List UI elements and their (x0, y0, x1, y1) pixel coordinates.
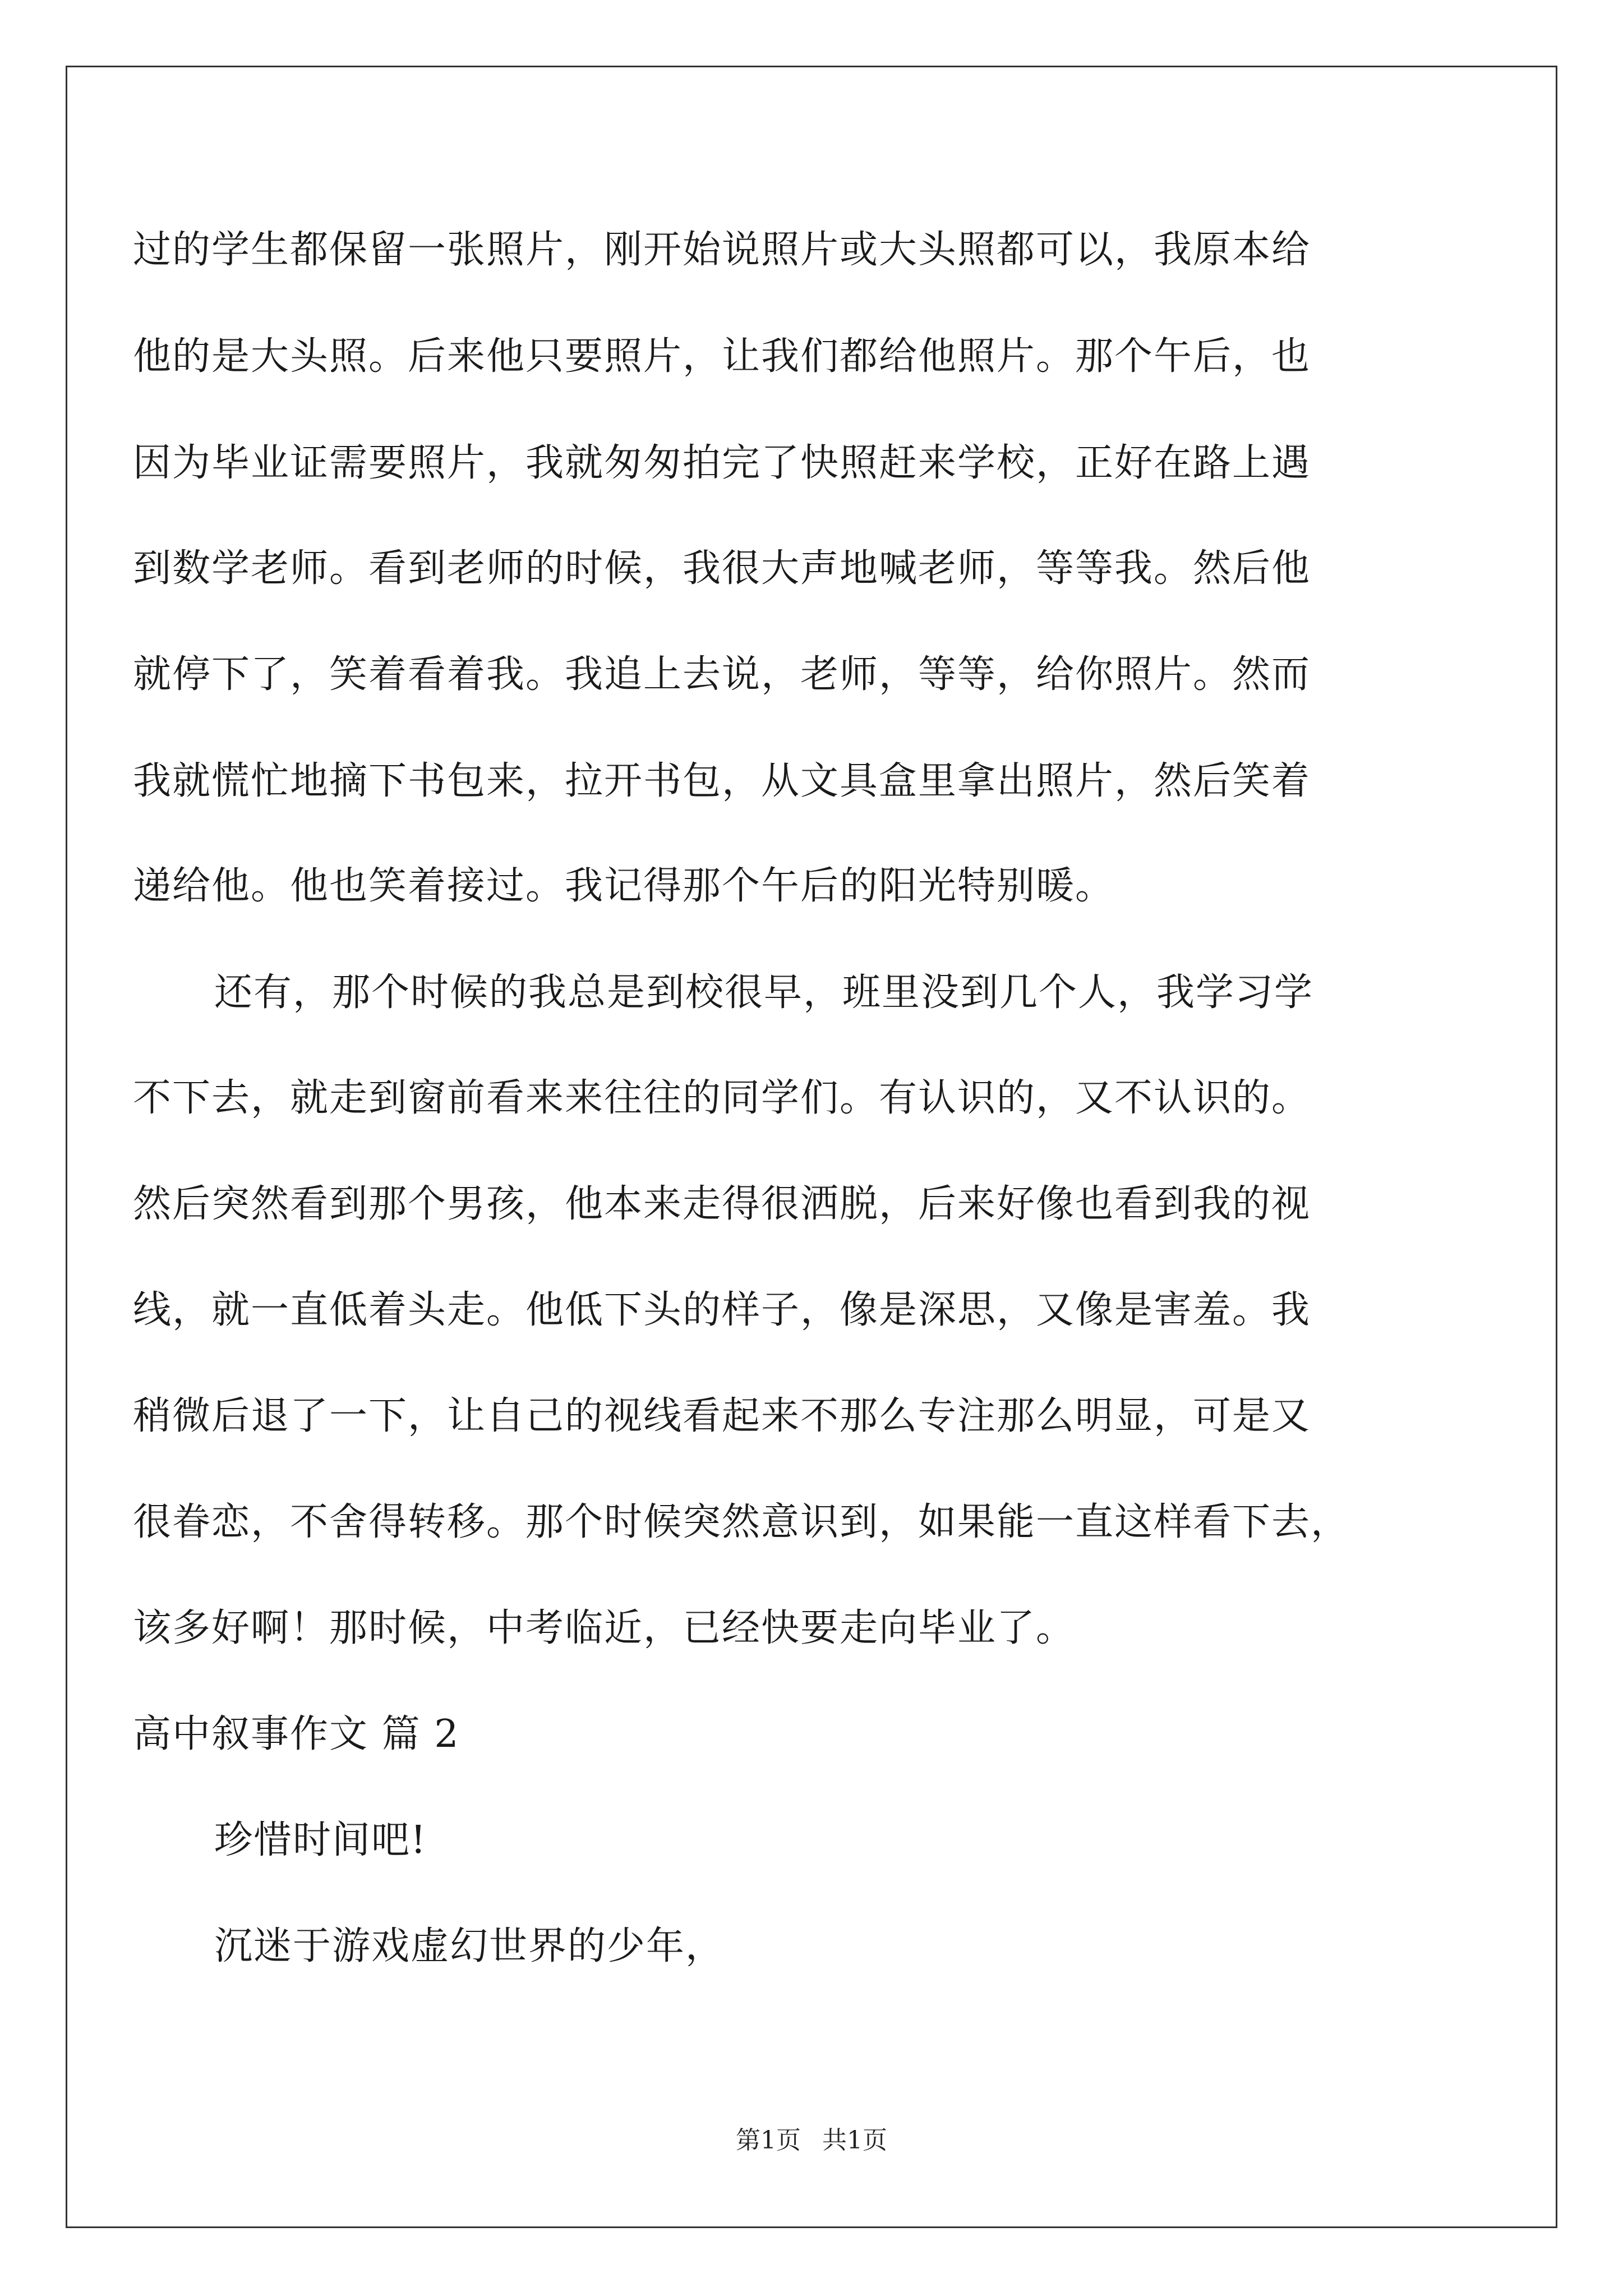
text-line: 到数学老师。看到老师的时候，我很大声地喊老师，等等我。然后他 (133, 546, 1311, 591)
paragraph-first-line: 沉迷于游戏虚幻世界的少年， (214, 1924, 725, 1968)
page-total: 共1页 (822, 2126, 887, 2155)
text-line: 就停下了，笑着看着我。我追上去说，老师，等等，给你照片。然而 (133, 652, 1311, 697)
text-line: 线，就一直低着头走。他低下头的样子，像是深思，又像是害羞。我 (133, 1288, 1311, 1332)
text-line: 很眷恋，不舍得转移。那个时候突然意识到，如果能一直这样看下去， (133, 1500, 1350, 1544)
text-line: 过的学生都保留一张照片，刚开始说照片或大头照都可以，我原本给 (133, 228, 1311, 272)
text-line: 该多好啊！那时候，中考临近，已经快要走向毕业了。 (133, 1606, 1076, 1650)
text-line: 然后突然看到那个男孩，他本来走得很洒脱，后来好像也看到我的视 (133, 1182, 1311, 1226)
text-line: 不下去，就走到窗前看来来往往的同学们。有认识的，又不认识的。 (133, 1076, 1311, 1120)
page-footer (0, 2124, 1623, 2157)
text-line: 我就慌忙地摘下书包来，拉开书包，从文具盒里拿出照片，然后笑着 (133, 759, 1311, 803)
section-heading: 高中叙事作文 篇 2 (133, 1712, 460, 1756)
paragraph-first-line: 珍惜时间吧! (214, 1818, 427, 1862)
page-border (66, 66, 1557, 2228)
text-line: 递给他。他也笑着接过。我记得那个午后的阳光特别暖。 (133, 864, 1115, 908)
text-line: 稍微后退了一下，让自己的视线看起来不那么专注那么明显，可是又 (133, 1394, 1311, 1438)
page-number: 第1页 (736, 2126, 801, 2155)
text-line: 他的是大头照。后来他只要照片，让我们都给他照片。那个午后，也 (133, 334, 1311, 379)
text-line: 因为毕业证需要照片，我就匆匆拍完了快照赶来学校，正好在路上遇 (133, 441, 1311, 485)
paragraph-first-line: 还有，那个时候的我总是到校很早，班里没到几个人，我学习学 (214, 970, 1314, 1015)
